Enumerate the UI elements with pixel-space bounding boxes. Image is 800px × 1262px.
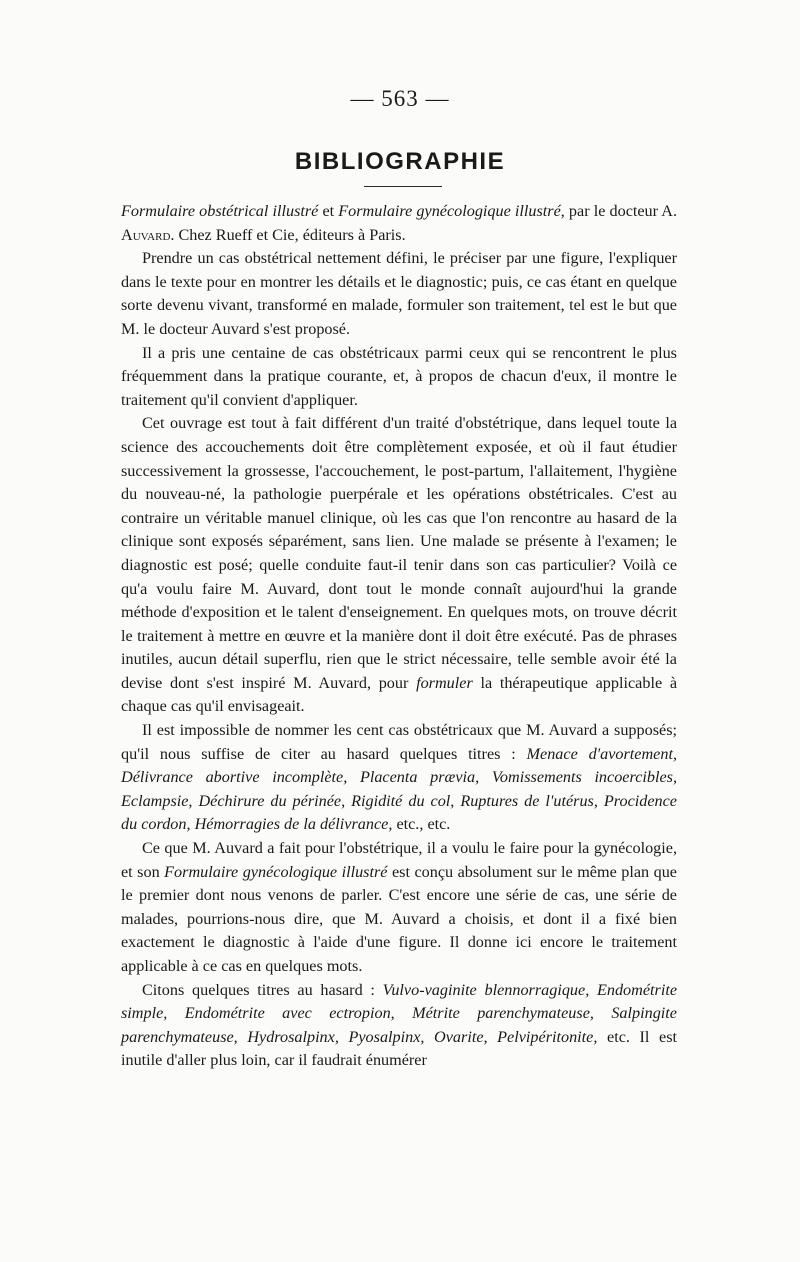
paragraph-3-end: la thérapeutique applicable à chaque cas qu'il envisageait. [121,673,678,716]
entry-publisher: . Chez Rueff et Cie, éditeurs à Paris. [170,225,406,244]
entry-title-1: Formulaire obstétrical illustré [121,202,319,220]
paragraph-6-end: etc. Il est inutile d'aller plus loin, car il faudrait énumérer [121,1027,678,1070]
paragraph-5-text: Ce que M. Auvard a fait pour l'obstétrique, il a voulu le faire pour la gynécologie, et son [121,839,677,881]
page-body [121,200,677,1073]
paragraph-1: Prendre un cas obstétrical nettement défini, le préciser par une figure, l'expliquer dans le texte pour en montrer les détails et le diagnostic; puis, ce cas étant en quelque sorte devenu vivant, transformé en malade, formuler son traitement, tel est le but que M. le docteur Auvard s'est proposé. [121,249,677,338]
bibliographic-entry [121,200,677,247]
page-number: — 563 — [350,86,450,111]
entry-title-2: Formulaire gynécologique illustré [338,202,561,220]
section-heading: BIBLIOGRAPHIE [294,148,506,175]
heading-rule [364,186,442,187]
paragraph-3-emphasis: formuler [416,673,473,692]
entry-author: Auvard [121,225,171,244]
paragraph-6-titles: Vulvo-vaginite blennorragique, Endométrite simple, Endométrite avec ectropion, Métrite parenchymateuse, Salpingite parenchymateuse, Hydrosalpinx, Pyosalpinx, Ovarite, Pelvipéritonite, [121,980,678,1046]
paragraph-3 [121,412,677,719]
paragraph-6-text: Citons quelques titres au hasard : [142,980,375,999]
paragraph-6 [121,979,677,1073]
paragraph-5-emphasis: Formulaire gynécologique illustré [164,862,388,881]
entry-byline: , par le docteur A. [560,202,677,220]
paragraph-4-end: etc., etc. [396,815,451,834]
paragraph-3-text: Cet ouvrage est tout à fait différent d'un traité d'obstétrique, dans lequel toute la science des accouchements doit être complètement exposée, et où il faut étudier successivement la grossesse, l'accouchement, le post-partum, l'allaitement, l'hygiène du nouveau-né, la pathologie puerpérale et les opérations obstétricales. C'est au contraire un véritable manuel clinique, où les cas que l'on rencontre au hasard de la clinique sont exposés séparément, sans lien. Une malade se présente à l'examen; le diagnostic est posé; quelle conduite faut-il tenir dans son cas particulier? Voilà ce qu'a voulu faire M. Auvard, dont tout le monde connaît aujourd'hui la grande méthode d'exposition et le talent d'enseignement. En quelques mots, on trouve décrit le traitement à mettre en œuvre et la manière dont il doit être exécuté. Pas de phrases inutiles, aucun détail superflu, rien que le strict nécessaire, telle semble avoir été la devise dont s'est inspiré M. Auvard, pour [121,414,677,692]
paragraph-4-text: Il est impossible de nommer les cent cas obstétricaux que M. Auvard a supposés; qu'il nous suffise de citer au hasard quelques titres : [121,721,677,763]
paragraph-5 [121,837,677,979]
paragraph-2: Il a pris une centaine de cas obstétricaux parmi ceux qui se rencontrent le plus fréquemment dans la pratique courante, et, à propos de chacun d'eux, il montre le traitement qu'il convient d'appliquer. [121,343,677,409]
entry-conjunction: et [322,202,335,220]
paragraph-4 [121,719,677,837]
paragraph-5-end: est conçu absolument sur le même plan que le premier dont nous venons de parler. C'est encore une série de cas, une série de malades, pourrions-nous dire, que M. Auvard a choisis, et dont il a fixé bien exactement le diagnostic à l'aide d'une figure. Il donne ici encore le traitement applicable à ce cas en quelques mots. [121,862,677,975]
paragraph-4-titles: Menace d'avortement, Délivrance abortive incomplète, Placenta prævia, Vomissements incoercibles, Eclampsie, Déchirure du périnée, Rigidité du col, Ruptures de l'utérus, Procidence du cordon, Hémorragies de la délivrance, [121,744,677,834]
